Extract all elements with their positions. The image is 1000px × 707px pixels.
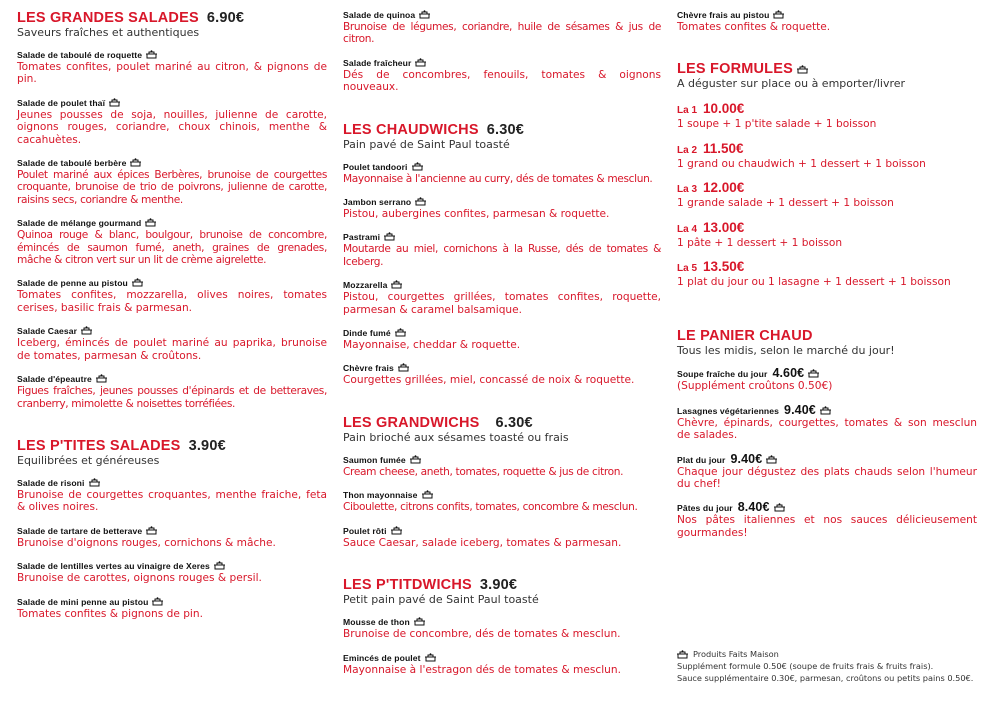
homemade-legend	[677, 648, 977, 660]
section-subtitle: Petit pain pavé de Saint Paul toasté	[343, 593, 539, 607]
item-name: Chèvre frais	[343, 363, 394, 374]
item-name: Emincés de poulet	[343, 652, 421, 663]
item-name: Poulet rôti	[343, 525, 387, 536]
item-description: Figues fraîches, jeunes pousses d'épinards et de betteraves, cranberry, mimolette & noisettes torréfiées.	[17, 385, 327, 410]
menu-item	[343, 232, 661, 268]
item-description: Tomates confites, poulet mariné au citron, & pignons de pin.	[17, 61, 327, 86]
formule-name: La 5	[677, 263, 698, 275]
section-subtitle: Pain pavé de Saint Paul toasté	[343, 137, 510, 151]
item-name: Dinde fumé	[343, 328, 391, 339]
item-description: Cream cheese, aneth, tomates, roquette & jus de citron.	[343, 465, 624, 478]
homemade-pot-icon	[419, 10, 430, 19]
item-description: Brunoise d'oignons rouges, cornichons & mâche.	[17, 536, 276, 549]
homemade-pot-icon	[773, 10, 784, 19]
item-description: Ciboulette, citrons confits, tomates, concombre & mesclun.	[343, 501, 638, 514]
menu-item	[343, 653, 661, 676]
item-price: 9.40€	[730, 451, 763, 466]
item-name: Poulet tandoori	[343, 161, 408, 172]
homemade-pot-icon	[152, 597, 163, 606]
section-subtitle: Tous les midis, selon le marché du jour!	[677, 344, 895, 358]
homemade-pot-icon	[214, 561, 225, 570]
menu-item	[677, 368, 977, 392]
menu-item	[17, 278, 327, 314]
homemade-pot-icon	[412, 162, 423, 171]
item-description: Courgettes grillées, miel, concassé de noix & roquette.	[343, 374, 635, 387]
item-description: Quinoa rouge & blanc, boulgour, brunoise de concombre, émincés de saumon fumé, aneth, graines de grenades, mâche & citron vert sur un lit de crème aigrelette.	[17, 229, 327, 267]
item-name: Mozzarella	[343, 280, 388, 291]
item-description: Moutarde au miel, cornichons à la Russe, dés de tomates & Iceberg.	[343, 243, 661, 268]
footer-note-sauce: Sauce supplémentaire 0.30€, parmesan, croûtons ou petits pains 0.50€.	[677, 673, 974, 683]
section-title: LES CHAUDWICHS 6.30€	[343, 121, 525, 138]
item-name: Salade de taboulé de roquette	[17, 50, 143, 60]
formule-item	[677, 141, 977, 170]
formule-description: 1 grande salade + 1 dessert + 1 boisson	[677, 197, 894, 210]
homemade-pot-icon	[808, 369, 819, 378]
homemade-pot-icon	[414, 617, 425, 626]
homemade-pot-icon	[89, 478, 100, 487]
item-name: Plat du jour	[677, 454, 726, 465]
item-description: Dés de concombres, fenouils, tomates & oignons nouveaux.	[343, 68, 661, 94]
footer-notes	[677, 648, 977, 684]
homemade-pot-icon	[677, 650, 688, 659]
menu-item	[343, 455, 661, 478]
homemade-pot-icon	[395, 328, 406, 337]
menu-item	[343, 617, 661, 640]
section-subtitle: Pain brioché aux sésames toasté ou frais	[343, 430, 569, 444]
menu-item	[343, 363, 661, 386]
homemade-pot-icon	[391, 280, 402, 289]
column-middle	[343, 10, 661, 688]
column-left	[17, 10, 327, 632]
item-name: Salade de lentilles vertes au vinaigre de Xeres	[17, 561, 210, 572]
item-name: Thon mayonnaise	[343, 490, 418, 501]
item-name: Salade fraîcheur	[343, 57, 412, 68]
item-description: Chèvre, épinards, courgettes, tomates & son mesclun de salades.	[677, 416, 977, 442]
menu-item	[343, 526, 661, 549]
formule-price: 12.00€	[703, 180, 745, 196]
item-name: Salade de penne au pistou	[17, 278, 128, 289]
item-name: Salade de tartare de betterave	[17, 525, 143, 536]
menu-item	[677, 502, 977, 539]
item-price: 4.60€	[772, 366, 805, 381]
item-name: Salade d'épeautre	[17, 374, 92, 385]
item-description: Brunoise de concombre, dés de tomates & mesclun.	[343, 628, 621, 641]
menu-item	[343, 490, 661, 513]
item-description: Nos pâtes italiennes et nos sauces délicieusement gourmandes!	[677, 514, 977, 539]
section-price: 6.30€	[486, 121, 525, 138]
homemade-pot-icon	[384, 232, 395, 241]
item-name: Salade Caesar	[17, 326, 78, 337]
footer-note-formule: Supplément formule 0.50€ (soupe de fruits frais & fruits frais).	[677, 661, 934, 671]
formule-price: 11.50€	[703, 140, 744, 156]
homemade-pot-icon	[415, 197, 426, 206]
item-description: Mayonnaise, cheddar & roquette.	[343, 339, 521, 352]
item-description: Jeunes pousses de soja, nouilles, julienne de carotte, oignons rouges, coriandre, choux chinois, menthe & cacahuètes.	[17, 108, 327, 146]
formule-price: 10.00€	[703, 101, 745, 117]
menu-item	[17, 326, 327, 362]
item-price: 8.40€	[737, 500, 770, 515]
item-description: Pistou, courgettes grillées, tomates confites, roquette, parmesan & caramel balsamique.	[343, 291, 661, 316]
item-description: Brunoise de courgettes croquantes, menthe fraiche, feta & olives noires.	[17, 488, 327, 514]
item-name: Pastrami	[343, 232, 381, 243]
item-name: Salade de quinoa	[343, 10, 416, 20]
homemade-pot-icon	[96, 374, 107, 383]
homemade-pot-icon	[391, 526, 402, 535]
menu-item	[677, 451, 977, 491]
menu-item	[343, 197, 661, 220]
menu-item	[343, 328, 661, 351]
homemade-pot-icon	[425, 653, 436, 662]
formule-item	[677, 101, 977, 130]
homemade-pot-icon	[820, 406, 831, 415]
legend-text: Produits Faits Maison	[693, 649, 779, 659]
section-title: LES P'TITES SALADES 3.90€	[17, 437, 226, 454]
menu-item	[17, 98, 327, 146]
section-price: 6.90€	[206, 10, 245, 26]
section-subtitle: A déguster sur place ou à emporter/livrer	[677, 77, 906, 91]
homemade-pot-icon	[81, 326, 92, 335]
item-description: Mayonnaise à l'estragon dés de tomates & mesclun.	[343, 663, 621, 676]
menu-item	[17, 478, 327, 514]
item-description: Mayonnaise à l'ancienne au curry, dés de tomates & mesclun.	[343, 172, 653, 185]
formule-item	[677, 220, 977, 249]
item-description: Tomates confites & roquette.	[677, 21, 831, 33]
menu-item	[17, 158, 327, 206]
menu-item	[343, 10, 661, 46]
homemade-pot-icon	[410, 455, 421, 464]
item-name: Salade de risoni	[17, 477, 85, 488]
formule-name: La 1	[677, 105, 698, 117]
column-right	[677, 10, 977, 551]
formule-price: 13.00€	[703, 219, 745, 235]
section-title: LES FORMULES	[677, 61, 977, 77]
section-price: 3.90€	[479, 577, 518, 594]
formule-description: 1 pâte + 1 dessert + 1 boisson	[677, 236, 843, 249]
formule-item	[677, 259, 977, 288]
homemade-pot-icon	[398, 363, 409, 372]
item-name: Pâtes du jour	[677, 503, 733, 514]
item-description: Sauce Caesar, salade iceberg, tomates & parmesan.	[343, 536, 622, 549]
formule-description: 1 soupe + 1 p'tite salade + 1 boisson	[677, 118, 877, 131]
formule-description: 1 grand ou chaudwich + 1 dessert + 1 boisson	[677, 157, 926, 170]
menu-item	[17, 218, 327, 266]
homemade-pot-icon	[797, 65, 808, 74]
menu-item	[17, 561, 327, 584]
formule-name: La 4	[677, 223, 698, 235]
formule-name: La 3	[677, 184, 698, 196]
homemade-pot-icon	[146, 50, 157, 59]
section-title: LE PANIER CHAUD	[677, 328, 813, 345]
item-name: Salade de poulet thaï	[17, 97, 106, 108]
item-name: Jambon serrano	[343, 197, 412, 208]
formule-description: 1 plat du jour ou 1 lasagne + 1 dessert + 1 boisson	[677, 276, 951, 289]
menu-item	[343, 280, 661, 316]
homemade-pot-icon	[415, 58, 426, 67]
item-description: Iceberg, émincés de poulet mariné au paprika, brunoise de tomates, parmesan & croûtons.	[17, 337, 327, 362]
menu-item	[343, 58, 661, 94]
item-name: Lasagnes végétariennes	[677, 405, 780, 416]
homemade-pot-icon	[130, 158, 141, 167]
item-description: Pistou, aubergines confites, parmesan & roquette.	[343, 208, 610, 221]
homemade-pot-icon	[774, 503, 785, 512]
item-name: Soupe fraîche du jour	[677, 369, 768, 380]
item-name: Mousse de thon	[343, 617, 410, 628]
item-description: Tomates confites, mozzarella, olives noires, tomates cerises, basilic frais & parmesan.	[17, 289, 327, 314]
item-description: Tomates confites & pignons de pin.	[17, 607, 203, 620]
homemade-pot-icon	[145, 218, 156, 227]
formule-item	[677, 180, 977, 209]
menu-item	[17, 526, 327, 549]
homemade-pot-icon	[422, 490, 433, 499]
item-name: Salade de mélange gourmand	[17, 218, 142, 229]
homemade-pot-icon	[132, 278, 143, 287]
item-description: Poulet mariné aux épices Berbères, brunoise de courgettes croquante, brunoise de trio de poivrons, julienne de carotte, raisins secs, coriandre & menthe.	[17, 169, 327, 206]
menu-item	[17, 50, 327, 86]
section-title: LES GRANDWICHS 6.30€	[343, 414, 533, 431]
menu-item	[677, 402, 977, 442]
menu-item	[17, 597, 327, 620]
section-subtitle: Equilibrées et généreuses	[17, 453, 160, 467]
formule-price: 13.50€	[703, 259, 745, 275]
section-title: LES GRANDES SALADES 6.90€	[17, 10, 245, 26]
item-name: Chèvre frais au pistou	[677, 10, 770, 20]
section-price: 3.90€	[188, 437, 226, 454]
homemade-pot-icon	[146, 526, 157, 535]
homemade-pot-icon	[109, 98, 120, 107]
section-subtitle: Saveurs fraîches et authentiques	[17, 26, 200, 39]
menu-item	[343, 162, 661, 185]
item-name: Salade de taboulé berbère	[17, 158, 127, 169]
item-name: Salade de mini penne au pistou	[17, 596, 149, 607]
item-description: (Supplément croûtons 0.50€)	[677, 380, 833, 393]
item-description: Brunoise de carottes, oignons rouges & persil.	[17, 572, 262, 585]
formule-name: La 2	[677, 144, 698, 156]
section-title: LES P'TITDWICHS 3.90€	[343, 577, 518, 594]
item-price: 9.40€	[784, 402, 816, 417]
homemade-pot-icon	[766, 455, 777, 464]
menu-item	[677, 10, 977, 33]
item-description: Brunoise de légumes, coriandre, huile de sésames & jus de citron.	[343, 21, 661, 46]
item-name: Saumon fumée	[343, 454, 406, 465]
menu-item	[17, 374, 327, 410]
item-description: Chaque jour dégustez des plats chauds selon l'humeur du chef!	[677, 465, 977, 491]
section-price: 6.30€	[495, 414, 533, 431]
